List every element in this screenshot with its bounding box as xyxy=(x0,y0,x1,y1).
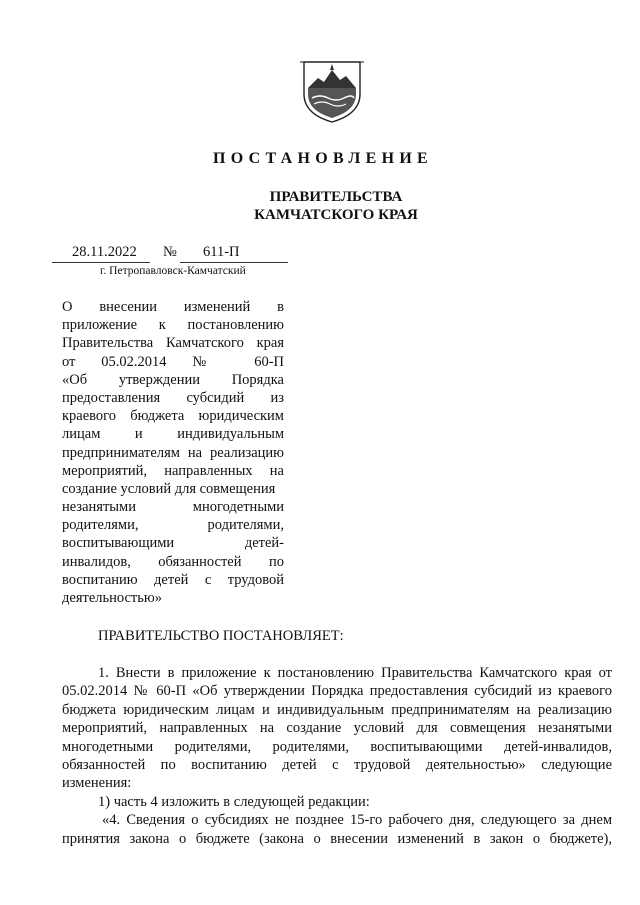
city-name: г. Петропавловск-Камчатский xyxy=(100,265,246,277)
subject-line: предпринимателям на реализацию xyxy=(62,444,284,461)
subject-line: О внесении изменений в xyxy=(62,299,284,315)
subject-line: деятельностью» xyxy=(62,590,162,606)
subject-line: родителями, родителями, xyxy=(62,517,284,534)
subject-line: лицам и индивидуальным xyxy=(62,426,284,443)
subject-line: от 05.02.2014 № 60-П xyxy=(62,353,284,370)
body-line: 1. Внести в приложение к постановлению Правительства Камчатского края от xyxy=(98,665,612,681)
document-number: 611-П xyxy=(203,244,240,260)
number-sign: № xyxy=(163,244,177,260)
government-name-line2: КАМЧАТСКОГО КРАЯ xyxy=(254,207,418,223)
subject-line: Правительства Камчатского края xyxy=(62,335,284,352)
body-line: принятия закона о бюджете (закона о внесении изменений в закон о бюджете), xyxy=(62,830,612,847)
body-line: многодетными родителями, родителями, воспитывающими детей-инвалидов, xyxy=(62,738,612,755)
number-underline xyxy=(180,262,288,263)
document-date: 28.11.2022 xyxy=(72,244,137,260)
body-line: изменения: xyxy=(62,775,132,792)
body-line: 05.02.2014 № 60-П «Об утверждении Порядка предоставления субсидий из краевого xyxy=(62,683,612,700)
subject-line: воспитанию детей с трудовой xyxy=(62,571,284,588)
document-subject xyxy=(62,298,284,607)
government-name-line1: ПРАВИТЕЛЬСТВА xyxy=(269,189,403,205)
subject-line: приложение к постановлению xyxy=(62,317,284,334)
decree-statement: ПРАВИТЕЛЬСТВО ПОСТАНОВЛЯЕТ: xyxy=(98,628,344,644)
subject-line: мероприятий, направленных на xyxy=(62,462,284,479)
subject-line: предоставления субсидий из xyxy=(62,389,284,406)
document-title: ПОСТАНОВЛЕНИЕ xyxy=(212,150,434,167)
subject-line: «Об утверждении Порядка xyxy=(62,371,284,388)
subject-line: незанятыми многодетными xyxy=(62,499,284,516)
subject-line: инвалидов, обязанностей по xyxy=(62,553,284,570)
body-line: бюджета юридическим лицам и индивидуальным предпринимателям на реализацию xyxy=(62,701,612,718)
body-line: обязанностей по воспитанию детей с трудовой деятельностью» следующие xyxy=(62,756,612,773)
body-line: «4. Сведения о субсидиях не позднее 15-го рабочего дня, следующего за днем xyxy=(102,812,612,829)
subject-line: краевого бюджета юридическим xyxy=(62,408,284,425)
body-line: 1) часть 4 изложить в следующей редакции: xyxy=(98,793,370,810)
body-line: мероприятий, направленных на создание условий для совмещения незанятыми xyxy=(62,720,612,737)
document-body xyxy=(62,664,612,848)
date-underline xyxy=(52,262,150,263)
kamchatka-coat-of-arms-icon xyxy=(300,58,364,124)
subject-line: создание условий для совмещения xyxy=(62,480,276,497)
subject-line: воспитывающими детей- xyxy=(62,535,284,552)
